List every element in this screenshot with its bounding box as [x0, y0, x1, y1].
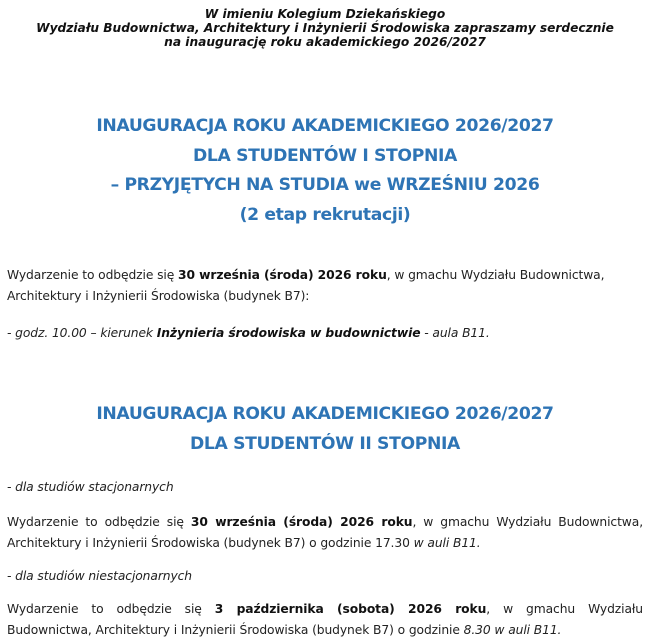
stationary-event-paragraph	[7, 512, 643, 554]
heading-line: (2 etap rekrutacji)	[239, 204, 411, 225]
event-date: 3 października (sobota) 2026 roku	[214, 602, 487, 616]
heading-line: DLA STUDENTÓW I STOPNIA	[193, 145, 457, 166]
first-degree-schedule-item	[7, 323, 643, 344]
major-name: Inżynieria środowiska w budownictwie	[156, 326, 421, 340]
event-time: 8.30	[463, 623, 491, 637]
event-text: , w gmachu Wydziału Budownictwa,	[386, 268, 605, 282]
heading-line: DLA STUDENTÓW II STOPNIA	[190, 433, 460, 454]
schedule-room: - aula B11.	[420, 326, 490, 340]
event-room: w auli B11.	[413, 536, 481, 550]
event-text: Wydarzenie to odbędzie się	[7, 268, 179, 282]
second-degree-heading	[0, 400, 650, 459]
event-room: w auli B11.	[490, 623, 562, 637]
event-location: Budownictwa, Architektury i Inżynierii Środowiska (budynek B7) o godzinie	[7, 623, 464, 637]
study-mode-label: - dla studiów stacjonarnych	[7, 480, 174, 494]
first-degree-heading	[0, 112, 650, 230]
intro-line: W imieniu Kolegium Dziekańskiego	[204, 7, 446, 21]
intro-line: Wydziału Budownictwa, Architektury i Inżynierii Środowiska zapraszamy serdecznie	[36, 21, 614, 35]
study-mode-label: - dla studiów niestacjonarnych	[7, 569, 192, 583]
stationary-label	[7, 477, 643, 498]
nonstationary-event-paragraph	[7, 599, 643, 641]
heading-line: INAUGURACJA ROKU AKADEMICKIEGO 2026/2027	[96, 404, 554, 424]
event-text: Wydarzenie to odbędzie się	[7, 602, 215, 616]
event-text: Wydarzenie to odbędzie się	[7, 515, 191, 529]
schedule-time: - godz. 10.00 – kierunek	[7, 326, 157, 340]
heading-line: INAUGURACJA ROKU AKADEMICKIEGO 2026/2027	[96, 116, 554, 136]
event-text: , w gmachu Wydziału	[486, 602, 643, 616]
event-text: , w gmachu Wydziału Budownictwa,	[412, 515, 643, 529]
nonstationary-label	[7, 566, 643, 587]
event-location: Architektury i Inżynierii Środowiska (budynek B7):	[7, 289, 310, 303]
heading-line: – PRZYJĘTYCH NA STUDIA we WRZEŚNIU 2026	[110, 175, 540, 195]
event-date: 30 września (środa) 2026 roku	[190, 515, 413, 529]
event-location: Architektury i Inżynierii Środowiska (budynek B7) o godzinie 17.30	[7, 536, 414, 550]
intro-line: na inaugurację roku akademickiego 2026/2027	[164, 35, 486, 49]
invitation-intro	[0, 7, 650, 49]
event-date: 30 września (środa) 2026 roku	[178, 268, 387, 282]
first-degree-event-paragraph	[7, 265, 643, 307]
